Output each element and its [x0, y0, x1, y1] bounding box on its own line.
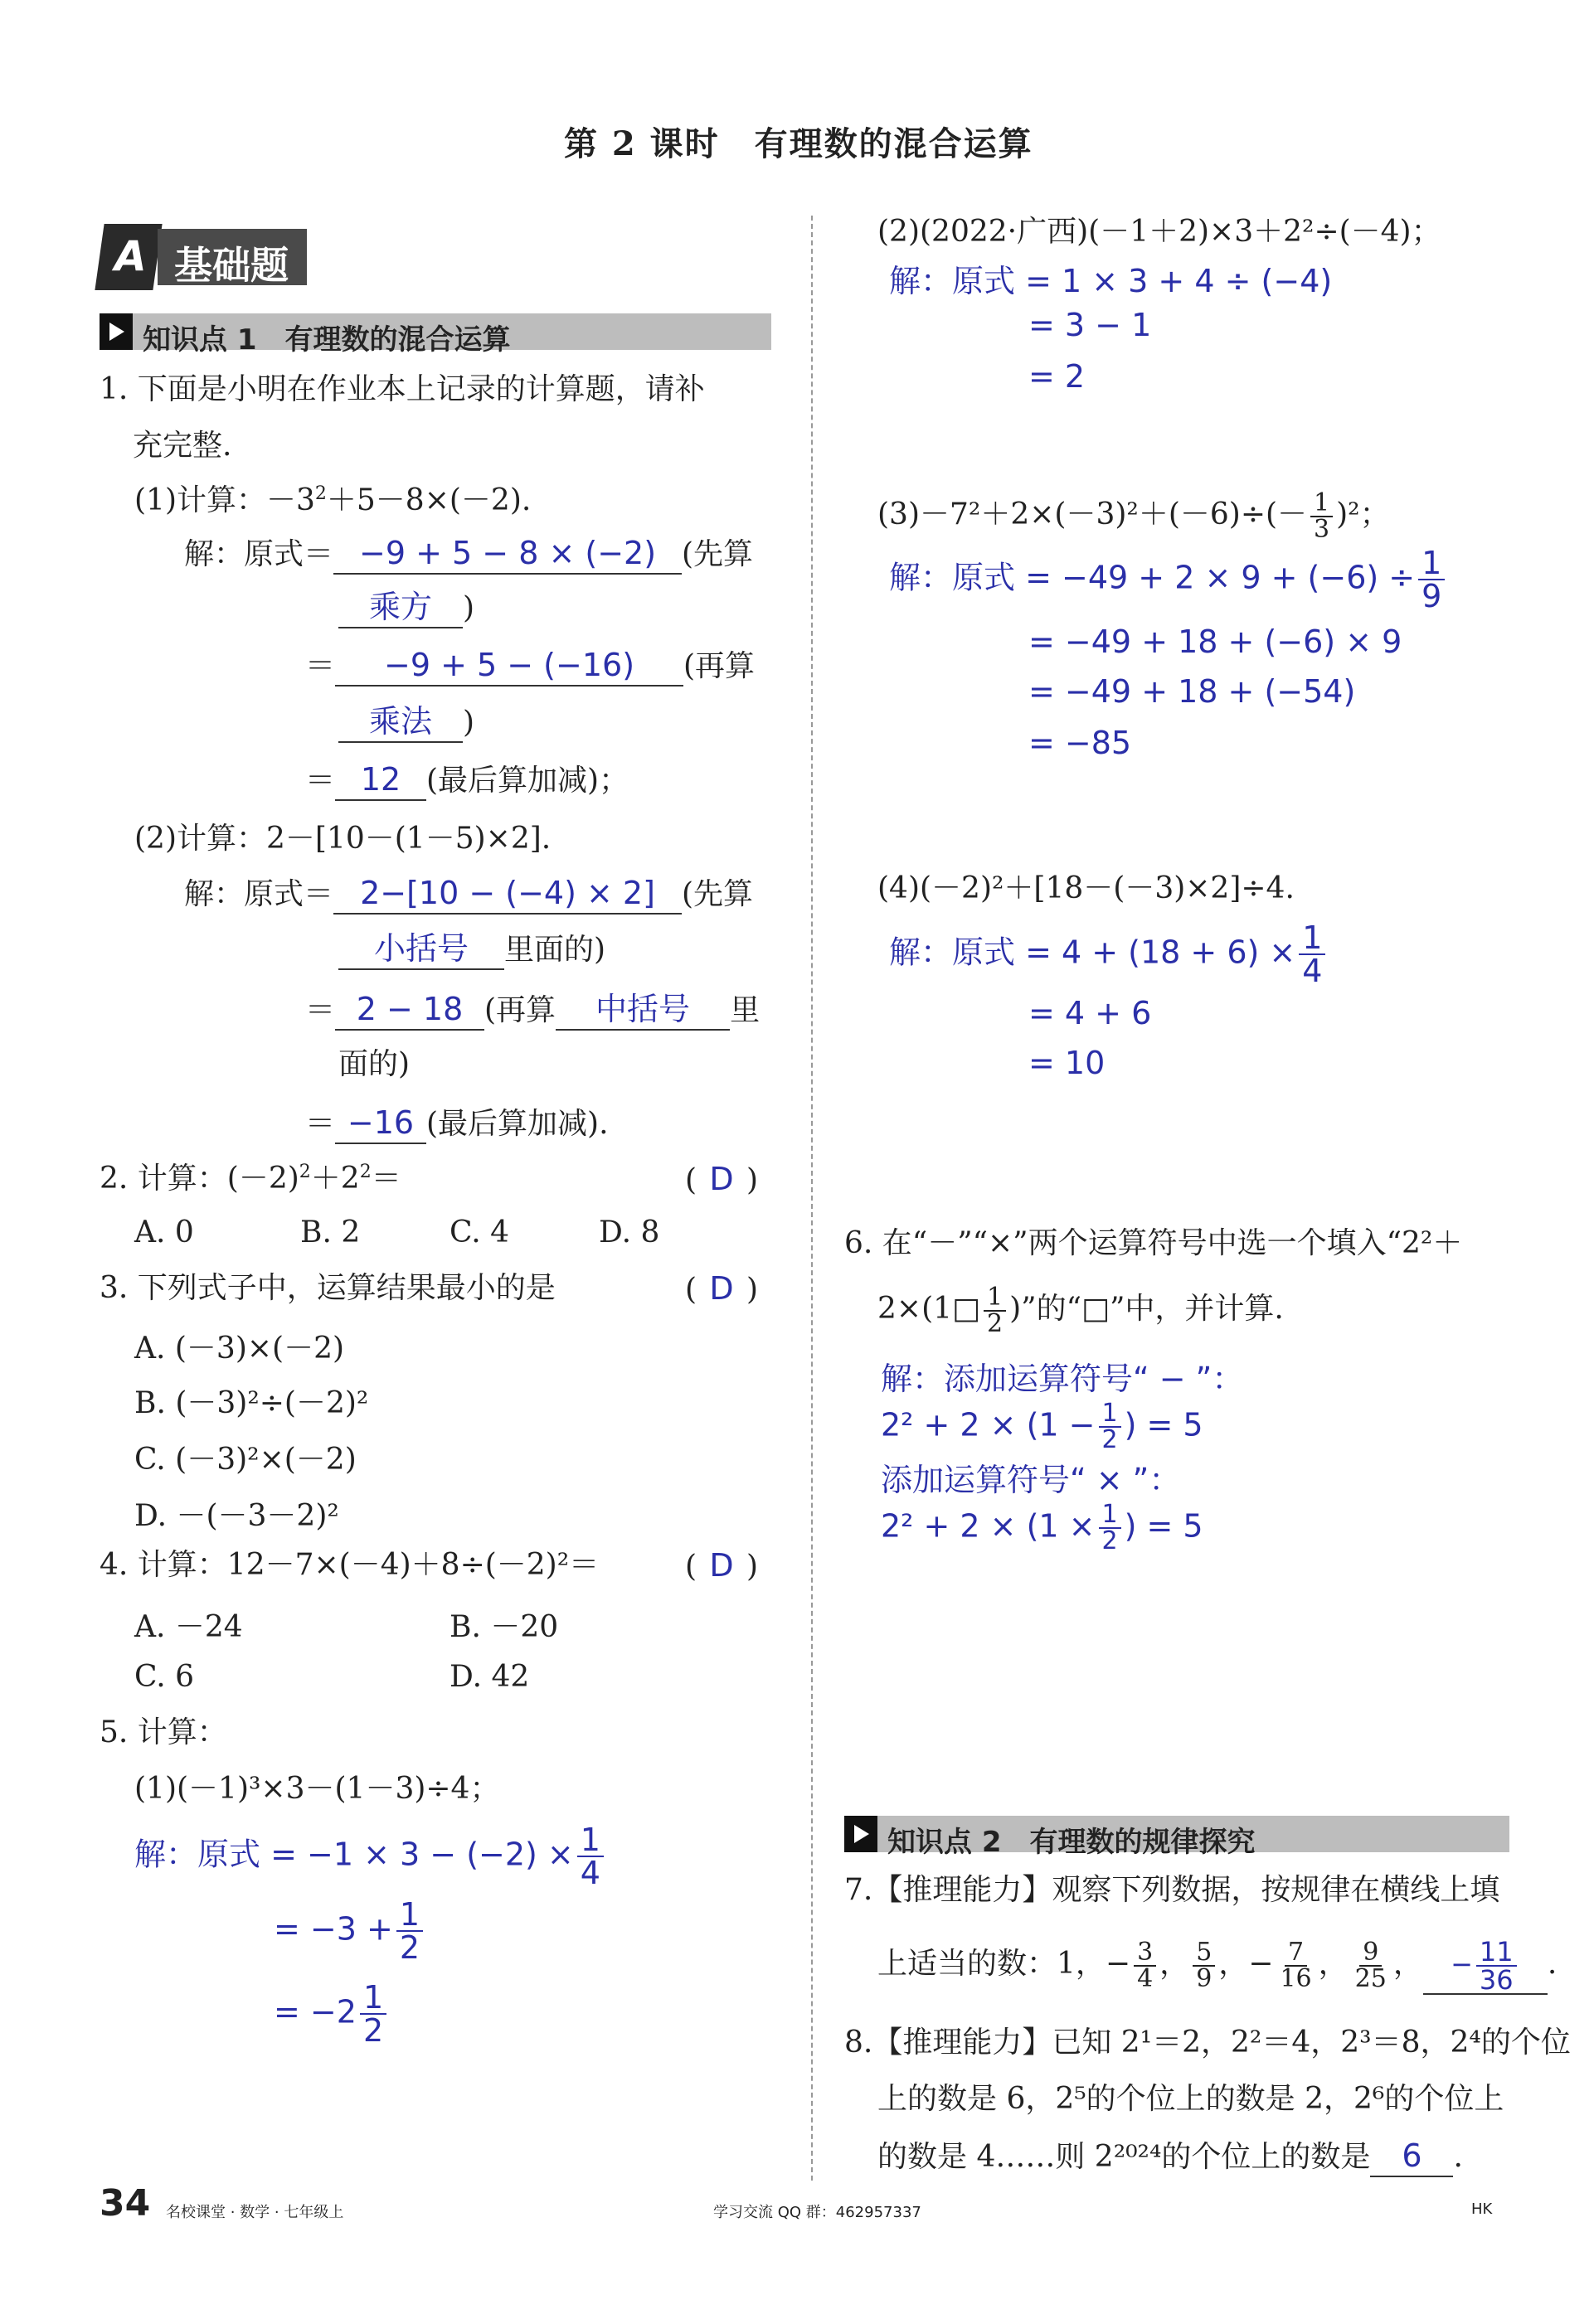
fraction-9-25	[1352, 1940, 1390, 1992]
book-title: 名校课堂 · 数学 · 七年级上	[166, 2204, 344, 2221]
q6-line4-head: 2² + 2 × (1 ×	[881, 1507, 1096, 1545]
open-paren: (	[685, 1163, 697, 1197]
q6-line2	[881, 1401, 1203, 1453]
fraction-5-9	[1193, 1940, 1215, 1992]
numerator: 11	[1476, 1938, 1517, 1967]
q6-line4	[881, 1502, 1203, 1554]
q1-blank-10[interactable]: −16	[335, 1104, 426, 1144]
q1-blank-5[interactable]: 12	[335, 761, 426, 801]
q5-stem: 5. 计算：	[100, 1715, 227, 1749]
denominator: 4	[580, 1855, 600, 1891]
q2-exp-1: 2	[299, 1162, 311, 1182]
q2-answer-box[interactable]	[685, 1161, 758, 1199]
q5-part1-line3	[274, 1979, 390, 2049]
q1-hint-3: (再算	[683, 649, 756, 683]
denominator: 36	[1479, 1964, 1514, 1996]
q5-part1-line2	[274, 1896, 426, 1966]
q5-part1-line1-text: 解：原式 = −1 × 3 − (−2) ×	[134, 1836, 574, 1873]
q6-line3: 添加运算符号“ × ”：	[881, 1462, 1181, 1498]
denominator: 3	[1314, 515, 1330, 544]
fraction-1-9	[1418, 547, 1445, 612]
denominator: 4	[1302, 953, 1323, 989]
edition-code: HK	[1471, 2200, 1493, 2218]
q6-stem2-tail: )”的“□”中，并计算.	[1009, 1292, 1284, 1326]
q1-part2-prompt: (2)计算：2－[10－(1－5)×2].	[134, 822, 552, 856]
q2-exp-2: 2	[359, 1162, 372, 1182]
open-paren: (	[685, 1550, 697, 1584]
q2-stem-tail: ＋2	[310, 1162, 360, 1196]
q7-answer-sign: −	[1451, 1948, 1473, 1980]
q6-stem-line2	[877, 1285, 1284, 1337]
q1-part1-line2	[338, 589, 474, 628]
q1-stem-line1: 1. 下面是小明在作业本上记录的计算题，请补	[100, 372, 705, 406]
q4-stem: 4. 计算：12－7×(－4)＋8÷(－2)²＝	[100, 1548, 600, 1582]
q3-option-a[interactable]: A. (－3)×(－2)	[134, 1332, 345, 1366]
q5-part1-line1	[134, 1824, 607, 1889]
banner-text: 基础题	[174, 243, 289, 288]
q2-stem	[100, 1161, 401, 1196]
denominator: 4	[1137, 1964, 1154, 1993]
q5-part3-line4: = −85	[1028, 725, 1132, 761]
knowledge-point-1-bar	[100, 313, 771, 357]
numerator: 9	[1359, 1940, 1382, 1967]
close-paren: )	[746, 1273, 759, 1307]
denominator: 2	[987, 1309, 1004, 1338]
numerator: 1	[577, 1824, 604, 1857]
q8-stem3-text: 的数是 4……则 2²⁰²⁴的个位上的数是	[877, 2140, 1371, 2174]
q1-blank-8[interactable]: 2 − 18	[335, 991, 484, 1031]
close-paren: )	[463, 706, 475, 740]
q4-answer-box[interactable]	[685, 1547, 758, 1585]
q5-part1-line2-text: = −3 +	[274, 1910, 393, 1948]
comma: ，	[1318, 1947, 1349, 1981]
q6-stem2-head: 2×(1□	[877, 1292, 981, 1326]
denominator: 25	[1354, 1964, 1387, 1993]
q1-hint-6: (先算	[682, 877, 754, 911]
q3-option-c[interactable]: C. (－3)²×(－2)	[134, 1443, 357, 1477]
denominator: 9	[1421, 578, 1442, 614]
period: .	[1547, 1947, 1558, 1981]
q5-part3-prompt-text: (3)－7²＋2×(－3)²＋(－6)÷(－	[877, 497, 1308, 531]
q1-stem-line2: 充完整.	[133, 429, 232, 463]
q1-blank-3[interactable]: −9 + 5 − (−16)	[335, 647, 683, 687]
comma: ，	[1392, 1947, 1423, 1981]
q3-answer: D	[709, 1270, 734, 1307]
q1-hint-1: (先算	[682, 537, 754, 571]
denominator: 16	[1280, 1964, 1312, 1993]
numerator: 7	[1285, 1940, 1307, 1967]
q2-stem-text: 2. 计算：(－2)	[100, 1162, 299, 1196]
q1-hint-9: 里	[730, 993, 761, 1027]
q5-part4-line2: = 4 + 6	[1028, 995, 1152, 1031]
q5-part3-line1	[889, 547, 1448, 612]
q7-stem-line2	[877, 1938, 1557, 1995]
fraction-1-2	[360, 1979, 386, 2049]
q5-part2-prompt: (2)(2022·广西)(－1＋2)×3＋2²÷(－4)；	[877, 215, 1441, 249]
equals: ＝	[305, 649, 336, 683]
q4-option-d[interactable]: D. 42	[450, 1660, 530, 1694]
q5-part3-line1-text: 解：原式 = −49 + 2 × 9 + (−6) ÷	[889, 559, 1416, 596]
q5-part2-line3: = 2	[1028, 358, 1086, 395]
fraction-1-4	[1299, 919, 1325, 989]
q1-blank-1[interactable]: −9 + 5 − 8 × (−2)	[333, 535, 682, 575]
knowledge-point-2-label: 知识点 2 有理数的规律探究	[887, 1826, 1256, 1859]
section-banner	[100, 224, 315, 290]
q1-hint-5: (最后算加减)；	[426, 764, 629, 798]
q7-blank[interactable]	[1423, 1938, 1548, 1995]
numerator: 1	[1310, 491, 1333, 517]
q1-part1-prompt	[134, 483, 531, 518]
q3-stem: 3. 下列式子中，运算结果最小的是	[100, 1271, 556, 1305]
q7-seq-start: 上适当的数：1，−	[877, 1947, 1131, 1981]
numerator: 1	[1418, 547, 1445, 580]
equals: ＝	[305, 993, 336, 1027]
q1-part1-prompt-tail: ＋5－8×(－2).	[326, 483, 532, 517]
q1-part1-prompt-text: (1)计算：－3	[134, 483, 315, 517]
equals: ＝	[305, 764, 336, 798]
comma: ，	[1159, 1947, 1190, 1981]
q3-option-b[interactable]: B. (－3)²÷(－2)²	[134, 1386, 369, 1420]
knowledge-point-2-bar	[844, 1816, 1509, 1859]
q1-part2-line3	[305, 991, 760, 1031]
q5-part2-line2: = 3 − 1	[1028, 307, 1152, 343]
page-number: 34	[100, 2182, 151, 2225]
fraction-1-4	[577, 1824, 604, 1889]
play-icon	[100, 313, 133, 350]
close-paren: )	[746, 1163, 759, 1197]
q1-blank-9[interactable]: 中括号	[556, 991, 730, 1031]
period: .	[1453, 2140, 1463, 2174]
solution-label: 解：原式＝	[184, 877, 334, 911]
q4-option-a[interactable]: A. －24	[134, 1610, 243, 1644]
knowledge-point-1-label: 知识点 1 有理数的混合运算	[143, 323, 511, 357]
q1-part1-line4	[338, 703, 474, 743]
q1-part2-line1	[184, 875, 753, 915]
close-paren: )	[463, 591, 475, 625]
q8-stem-line1: 8.【推理能力】已知 2¹＝2，2²＝4，2³＝8，2⁴的个位	[844, 2026, 1571, 2060]
q4-answer: D	[709, 1547, 734, 1584]
q1-part2-line5	[305, 1104, 609, 1144]
q6-line4-tail: ) = 5	[1124, 1507, 1203, 1545]
numerator: 1	[1299, 922, 1325, 955]
q3-option-d[interactable]: D. －(－3－2)²	[134, 1499, 339, 1533]
q1-hint-8: (再算	[484, 993, 556, 1027]
denominator: 2	[362, 2012, 384, 2049]
q2-option-d[interactable]: D. 8	[599, 1215, 660, 1249]
q1-hint-10: (最后算加减).	[426, 1107, 609, 1141]
q5-part4-line3: = 10	[1028, 1045, 1106, 1081]
banner-letter: A	[114, 232, 147, 280]
equals: ＝	[305, 1107, 336, 1141]
q6-stem-line1: 6. 在“－”“×”两个运算符号中选一个填入“2²＋	[844, 1226, 1463, 1260]
q8-stem-line3	[877, 2137, 1463, 2177]
q5-part1-line3-text: = −2	[274, 1993, 357, 2030]
q2-option-b[interactable]: B. 2	[300, 1215, 361, 1249]
page-title: 第 2 课时 有理数的混合运算	[564, 124, 1033, 163]
fraction-7-16	[1276, 1940, 1315, 1992]
fraction-1-2	[1099, 1502, 1121, 1554]
q4-option-c[interactable]: C. 6	[134, 1660, 195, 1694]
fraction-1-2	[984, 1285, 1006, 1337]
numerator: 5	[1193, 1940, 1215, 1967]
denominator: 2	[399, 1929, 420, 1966]
qq-group: 学习交流 QQ 群：462957337	[713, 2204, 921, 2221]
q1-part1-line3	[305, 647, 755, 687]
fraction-1-2	[1099, 1401, 1121, 1453]
q5-part2-line1: 解：原式 = 1 × 3 + 4 ÷ (−4)	[889, 263, 1333, 299]
q1-part2-line4: 面的)	[338, 1047, 411, 1081]
q7-stem-line1: 7.【推理能力】观察下列数据，按规律在横线上填	[844, 1873, 1500, 1907]
numerator: 1	[1099, 1401, 1121, 1428]
fraction-1-3	[1310, 488, 1333, 544]
comma: ，	[1218, 1947, 1249, 1981]
fraction-3-4	[1134, 1940, 1156, 1992]
solution-label: 解：原式＝	[184, 537, 334, 571]
open-paren: (	[685, 1273, 697, 1307]
q1-part2-line2	[338, 930, 605, 970]
q5-part4-prompt: (4)(－2)²＋[18－(－3)×2]÷4.	[877, 871, 1295, 905]
q5-part4-line1	[889, 919, 1329, 989]
column-divider	[811, 216, 813, 2181]
q2-option-a[interactable]: A. 0	[134, 1215, 194, 1249]
q1-blank-7[interactable]: 小括号	[338, 930, 504, 970]
q1-part1-line1	[184, 535, 753, 575]
play-icon	[844, 1816, 877, 1852]
q2-stem-end: ＝	[371, 1162, 401, 1196]
denominator: 9	[1196, 1964, 1213, 1993]
q8-stem-line2: 上的数是 6，2⁵的个位上的数是 2，2⁶的个位上	[877, 2082, 1504, 2116]
q5-part3-prompt-tail: )²；	[1336, 497, 1390, 531]
q6-line2-head: 2² + 2 × (1 −	[881, 1406, 1096, 1443]
close-paren: )	[746, 1550, 759, 1584]
q4-option-b[interactable]: B. －20	[450, 1610, 559, 1644]
q3-answer-box[interactable]	[685, 1270, 758, 1308]
q5-part1-prompt: (1)(－1)³×3－(1－3)÷4；	[134, 1772, 500, 1806]
numerator: 1	[984, 1285, 1006, 1312]
q1-blank-4[interactable]: 乘法	[338, 703, 463, 743]
q8-blank[interactable]: 6	[1370, 2137, 1453, 2177]
q5-part3-prompt	[877, 488, 1390, 544]
q2-answer: D	[709, 1161, 734, 1197]
fraction-1-2	[396, 1896, 423, 1966]
denominator: 2	[1101, 1425, 1118, 1454]
q6-line2-tail: ) = 5	[1124, 1406, 1203, 1443]
denominator: 2	[1101, 1526, 1118, 1555]
q5-part3-line2: = −49 + 18 + (−6) × 9	[1028, 623, 1402, 660]
q1-hint-7: 里面的)	[504, 933, 606, 967]
minus: −	[1248, 1947, 1274, 1981]
q2-option-c[interactable]: C. 4	[450, 1215, 510, 1249]
q5-part4-line1-text: 解：原式 = 4 + (18 + 6) ×	[889, 934, 1296, 971]
q1-blank-6[interactable]: 2−[10 − (−4) × 2]	[333, 875, 682, 915]
numerator: 1	[360, 1982, 386, 2015]
numerator: 1	[1099, 1502, 1121, 1529]
q5-part3-line3: = −49 + 18 + (−54)	[1028, 673, 1356, 710]
q1-blank-2[interactable]: 乘方	[338, 589, 463, 628]
q1-part1-line5	[305, 761, 629, 801]
q7-answer-fraction	[1476, 1936, 1517, 1996]
numerator: 3	[1134, 1940, 1156, 1967]
q1-part1-exp: 2	[314, 483, 327, 504]
numerator: 1	[396, 1899, 423, 1932]
q6-line1: 解：添加运算符号“ − ”：	[881, 1361, 1244, 1397]
